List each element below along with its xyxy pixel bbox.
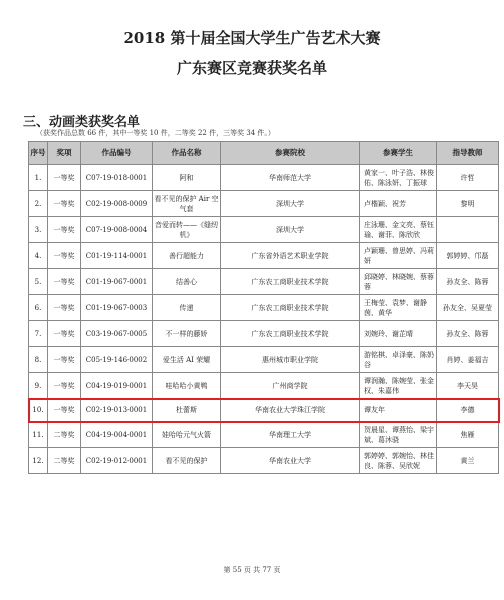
section-heading: 三、动画类获奖名单 bbox=[23, 115, 141, 130]
row-award: 一等奖 bbox=[48, 321, 81, 347]
row-students: 卢楷颖、祝芳 bbox=[360, 191, 437, 217]
document-subtitle: 广东赛区竞赛获奖名单 bbox=[176, 59, 327, 77]
row-students: 游铭棋、卓泽豪、陈奶谷 bbox=[360, 347, 437, 373]
row-teacher: 焦雁 bbox=[437, 422, 499, 448]
row-students: 刘婉玲、谢芷晴 bbox=[360, 321, 437, 347]
row-work-name: 杜蕾斯 bbox=[153, 399, 221, 422]
row-no: 6. bbox=[29, 295, 48, 321]
table-row bbox=[29, 321, 499, 347]
row-students: 卢颖珊、曾思婷、冯莉妍 bbox=[360, 243, 437, 269]
row-no: 10. bbox=[29, 399, 48, 422]
row-teacher: 孙友全、陈蓉 bbox=[437, 321, 499, 347]
row-code: C04-19-004-0001 bbox=[81, 422, 153, 448]
row-teacher: 许哲 bbox=[437, 165, 499, 191]
row-code: C03-19-067-0005 bbox=[81, 321, 153, 347]
row-work-name: 看不见的保护 bbox=[153, 448, 221, 474]
row-no: 4. bbox=[29, 243, 48, 269]
row-work-name: 看不见的保护 Air 空气套 bbox=[153, 191, 221, 217]
awards-table bbox=[28, 141, 499, 474]
row-code: C01-19-067-0003 bbox=[81, 295, 153, 321]
row-no: 12. bbox=[29, 448, 48, 474]
row-school: 广东农工商职业技术学院 bbox=[221, 295, 360, 321]
row-code: C01-19-067-0001 bbox=[81, 269, 153, 295]
row-no: 7. bbox=[29, 321, 48, 347]
row-students: 贺晨星、谭燕怡、梁宇斌、葛沐骁 bbox=[360, 422, 437, 448]
row-school: 华南农业大学 bbox=[221, 448, 360, 474]
header-teacher: 指导教师 bbox=[437, 142, 499, 165]
row-students: 谭润瀚、陈婉莹、张金权、朱嘉伟 bbox=[360, 373, 437, 399]
row-award: 一等奖 bbox=[48, 191, 81, 217]
row-students: 谭友年 bbox=[360, 399, 437, 422]
row-teacher: 郭婷婷、邝磊 bbox=[437, 243, 499, 269]
row-code: C02-19-013-0001 bbox=[81, 399, 153, 422]
row-students: 郭婷婷、郭婉怡、林佳良、陈蓉、吴欣妮 bbox=[360, 448, 437, 474]
table-row bbox=[29, 217, 499, 243]
row-code: C07-19-008-0004 bbox=[81, 217, 153, 243]
row-award: 一等奖 bbox=[48, 373, 81, 399]
row-teacher: 李德 bbox=[437, 399, 499, 422]
row-teacher: 孙友全、陈蓉 bbox=[437, 269, 499, 295]
header-award: 奖项 bbox=[48, 142, 81, 165]
row-no: 9. bbox=[29, 373, 48, 399]
table-row bbox=[29, 191, 499, 217]
header-school: 参赛院校 bbox=[221, 142, 360, 165]
row-teacher: 黄兰 bbox=[437, 448, 499, 474]
row-work-name: 善行超能力 bbox=[153, 243, 221, 269]
header-no: 序号 bbox=[29, 142, 48, 165]
row-award: 二等奖 bbox=[48, 422, 81, 448]
row-award: 一等奖 bbox=[48, 295, 81, 321]
table-row bbox=[29, 269, 499, 295]
row-no: 3. bbox=[29, 217, 48, 243]
row-work-name: 娃哈哈元气火箭 bbox=[153, 422, 221, 448]
row-school: 广东省外语艺术职业学院 bbox=[221, 243, 360, 269]
row-teacher: 李天昊 bbox=[437, 373, 499, 399]
row-work-name: 传递 bbox=[153, 295, 221, 321]
row-students: 庄泳珊、金文亮、蔡钰瑜、谢菲、陈欣欣 bbox=[360, 217, 437, 243]
row-code: C05-19-146-0002 bbox=[81, 347, 153, 373]
row-school: 广州商学院 bbox=[221, 373, 360, 399]
row-students: 黄家一、叶子浩、林俊佑、陈泳妍、丁振球 bbox=[360, 165, 437, 191]
row-work-name: 哇哈哈小黄鸭 bbox=[153, 373, 221, 399]
row-students: 王梅莹、袁梦、谢静茵、黄华 bbox=[360, 295, 437, 321]
row-code: C02-19-012-0001 bbox=[81, 448, 153, 474]
row-no: 1. bbox=[29, 165, 48, 191]
row-school: 华南理工大学 bbox=[221, 422, 360, 448]
row-work-name: 音爱而转——《缝纫机》 bbox=[153, 217, 221, 243]
row-teacher: 肖婷、姜福吉 bbox=[437, 347, 499, 373]
table-row bbox=[29, 422, 499, 448]
row-no: 11. bbox=[29, 422, 48, 448]
table-row bbox=[29, 295, 499, 321]
header-students: 参赛学生 bbox=[360, 142, 437, 165]
row-school: 深圳大学 bbox=[221, 217, 360, 243]
table-row bbox=[29, 373, 499, 399]
row-school: 深圳大学 bbox=[221, 191, 360, 217]
table-header-row bbox=[29, 142, 499, 165]
row-award: 一等奖 bbox=[48, 399, 81, 422]
row-award: 一等奖 bbox=[48, 269, 81, 295]
row-teacher: 孙友全、吴夏莹 bbox=[437, 295, 499, 321]
document-title: 2018 第十届全国大学生广告艺术大赛 bbox=[123, 29, 381, 47]
row-work-name: 结善心 bbox=[153, 269, 221, 295]
table-row bbox=[29, 243, 499, 269]
table-row bbox=[29, 165, 499, 191]
row-teacher: 黎明 bbox=[437, 191, 499, 217]
row-school: 惠州城市职业学院 bbox=[221, 347, 360, 373]
row-award: 一等奖 bbox=[48, 217, 81, 243]
row-work-name: 阿和 bbox=[153, 165, 221, 191]
row-code: C02-19-008-0009 bbox=[81, 191, 153, 217]
row-work-name: 不一样的藤娇 bbox=[153, 321, 221, 347]
row-school: 广东农工商职业技术学院 bbox=[221, 321, 360, 347]
row-no: 2. bbox=[29, 191, 48, 217]
row-no: 8. bbox=[29, 347, 48, 373]
award-summary: （获奖作品总数 66 件，其中一等奖 10 件，二等奖 22 件，三等奖 34 件。） bbox=[36, 129, 275, 137]
row-school: 华南师范大学 bbox=[221, 165, 360, 191]
row-award: 一等奖 bbox=[48, 347, 81, 373]
row-award: 一等奖 bbox=[48, 165, 81, 191]
row-no: 5. bbox=[29, 269, 48, 295]
row-school: 华南农业大学珠江学院 bbox=[221, 399, 360, 422]
row-code: C01-19-114-0001 bbox=[81, 243, 153, 269]
row-code: C07-19-018-0001 bbox=[81, 165, 153, 191]
row-teacher bbox=[437, 217, 499, 243]
table-row bbox=[29, 347, 499, 373]
row-award: 二等奖 bbox=[48, 448, 81, 474]
table-row bbox=[29, 448, 499, 474]
row-award: 一等奖 bbox=[48, 243, 81, 269]
row-students: 邱晓婷、林晓婉、蔡蓉蓉 bbox=[360, 269, 437, 295]
row-work-name: 爱生活 AI 荣耀 bbox=[153, 347, 221, 373]
header-work-name: 作品名称 bbox=[153, 142, 221, 165]
header-code: 作品编号 bbox=[81, 142, 153, 165]
row-school: 广东农工商职业技术学院 bbox=[221, 269, 360, 295]
page-footer: 第 55 页 共 77 页 bbox=[223, 566, 281, 574]
table-row bbox=[29, 399, 499, 422]
row-code: C04-19-019-0001 bbox=[81, 373, 153, 399]
